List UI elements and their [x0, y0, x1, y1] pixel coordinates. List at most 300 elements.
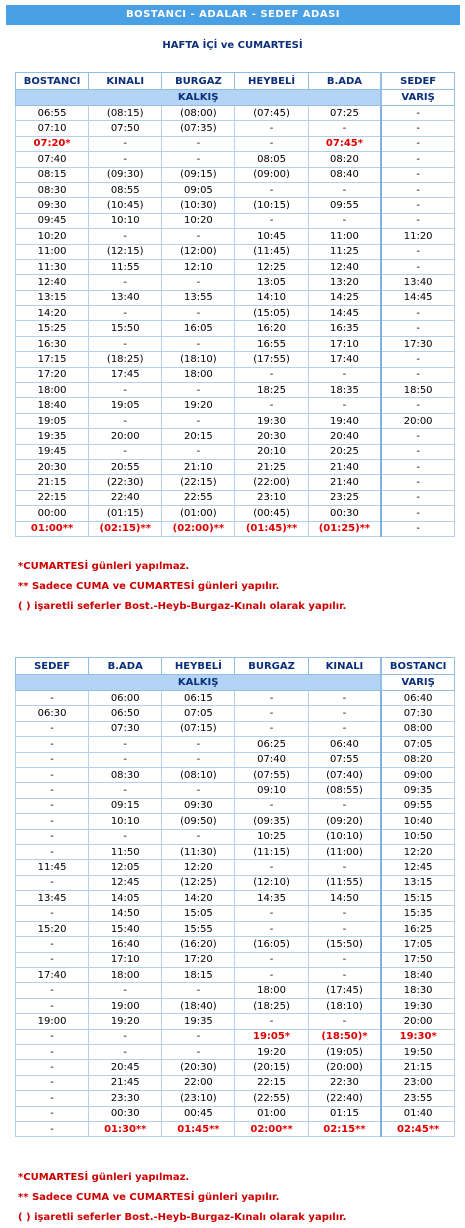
table-row	[16, 229, 455, 244]
time-cell: (07:55)	[235, 767, 308, 782]
time-cell: 00:30	[308, 506, 381, 521]
time-cell: 15:05	[162, 906, 235, 921]
time-cell: (00:45)	[235, 506, 308, 521]
time-cell: -	[162, 783, 235, 798]
time-cell: 21:15	[16, 475, 89, 490]
time-cell: -	[381, 106, 454, 121]
time-cell: 17:15	[16, 352, 89, 367]
time-cell: -	[308, 367, 381, 382]
time-cell: -	[89, 1044, 162, 1059]
table-row	[16, 706, 455, 721]
time-cell: 07:40	[235, 752, 308, 767]
time-cell: (08:15)	[89, 106, 162, 121]
footnote: ** Sadece CUMA ve CUMARTESİ günleri yapılır.	[18, 581, 280, 592]
time-cell: 06:25	[235, 737, 308, 752]
time-cell: (01:00)	[162, 506, 235, 521]
time-cell: (17:45)	[308, 983, 381, 998]
table-row	[16, 367, 455, 382]
time-cell: 14:25	[308, 290, 381, 305]
time-cell: 08:40	[308, 167, 381, 182]
time-cell: -	[235, 860, 308, 875]
time-cell: -	[16, 1106, 89, 1121]
time-cell: 19:05*	[235, 1029, 308, 1044]
time-cell: (08:10)	[162, 767, 235, 782]
table-row	[16, 998, 455, 1013]
time-cell: (07:40)	[308, 767, 381, 782]
time-cell: -	[16, 1091, 89, 1106]
time-cell: 14:45	[308, 306, 381, 321]
time-cell: (11:30)	[162, 844, 235, 859]
column-header: BURGAZ	[235, 658, 308, 675]
time-cell: -	[162, 1044, 235, 1059]
time-cell: 10:10	[89, 814, 162, 829]
time-cell: -	[89, 737, 162, 752]
time-cell: 22:00	[162, 1075, 235, 1090]
table-row	[16, 444, 455, 459]
time-cell: (12:00)	[162, 244, 235, 259]
time-cell: (22:30)	[89, 475, 162, 490]
time-cell: 19:50	[381, 1044, 454, 1059]
time-cell: 13:15	[16, 290, 89, 305]
header-row	[16, 658, 455, 675]
table-row	[16, 259, 455, 274]
time-cell: 07:10	[16, 121, 89, 136]
time-cell: -	[381, 475, 454, 490]
time-cell: 20:15	[162, 429, 235, 444]
time-cell: 14:10	[235, 290, 308, 305]
time-cell: (18:50)*	[308, 1029, 381, 1044]
time-cell: (08:00)	[162, 106, 235, 121]
time-cell: -	[381, 444, 454, 459]
time-cell: 10:25	[235, 829, 308, 844]
time-cell: 19:40	[308, 413, 381, 428]
table-row	[16, 336, 455, 351]
time-cell: -	[162, 444, 235, 459]
time-cell: 18:00	[235, 983, 308, 998]
time-cell: -	[235, 721, 308, 736]
time-cell: 23:10	[235, 490, 308, 505]
time-cell: 06:50	[89, 706, 162, 721]
direction-row	[16, 90, 455, 106]
time-cell: 21:40	[308, 475, 381, 490]
time-cell: 10:50	[381, 829, 454, 844]
time-cell: 21:40	[308, 459, 381, 474]
time-cell: (12:25)	[162, 875, 235, 890]
time-cell: 07:05	[162, 706, 235, 721]
column-header: BURGAZ	[162, 73, 235, 90]
table-row	[16, 783, 455, 798]
time-cell: 08:15	[16, 167, 89, 182]
table-row	[16, 398, 455, 413]
time-cell: 01:00**	[16, 521, 89, 536]
time-cell: 14:45	[381, 290, 454, 305]
time-cell: 13:05	[235, 275, 308, 290]
time-cell: (10:10)	[308, 829, 381, 844]
table-row	[16, 1044, 455, 1059]
time-cell: -	[381, 182, 454, 197]
time-cell: 09:45	[16, 213, 89, 228]
time-cell: (08:55)	[308, 783, 381, 798]
time-cell: -	[162, 983, 235, 998]
time-cell: 11:50	[89, 844, 162, 859]
table-row	[16, 290, 455, 305]
time-cell: 01:15	[308, 1106, 381, 1121]
table-row	[16, 429, 455, 444]
table-row	[16, 1014, 455, 1029]
time-cell: 08:20	[308, 152, 381, 167]
time-cell: 17:20	[162, 952, 235, 967]
time-cell: 14:50	[89, 906, 162, 921]
table-row	[16, 182, 455, 197]
time-cell: 17:50	[381, 952, 454, 967]
time-cell: 16:25	[381, 921, 454, 936]
time-cell: (10:15)	[235, 198, 308, 213]
time-cell: 07:25	[308, 106, 381, 121]
time-cell: 20:40	[308, 429, 381, 444]
time-cell: -	[162, 413, 235, 428]
time-cell: -	[381, 259, 454, 274]
column-header: BOSTANCI	[381, 658, 454, 675]
table-row	[16, 490, 455, 505]
time-cell: -	[89, 229, 162, 244]
time-cell: 09:00	[381, 767, 454, 782]
time-cell: 17:20	[16, 367, 89, 382]
time-cell: 00:30	[89, 1106, 162, 1121]
header-row	[16, 73, 455, 90]
time-cell: 11:30	[16, 259, 89, 274]
table-row	[16, 136, 455, 151]
time-cell: 06:40	[308, 737, 381, 752]
table-row	[16, 814, 455, 829]
time-cell: 07:05	[381, 737, 454, 752]
time-cell: 10:10	[89, 213, 162, 228]
time-cell: 19:05	[16, 413, 89, 428]
time-cell: 15:55	[162, 921, 235, 936]
column-header: HEYBELİ	[235, 73, 308, 90]
time-cell: -	[16, 1121, 89, 1136]
time-cell: 15:35	[381, 906, 454, 921]
time-cell: 08:30	[16, 182, 89, 197]
time-cell: (09:35)	[235, 814, 308, 829]
time-cell: (15:05)	[235, 306, 308, 321]
time-cell: 23:25	[308, 490, 381, 505]
time-cell: (22:55)	[235, 1091, 308, 1106]
time-cell: 20:00	[381, 413, 454, 428]
time-cell: (09:30)	[89, 167, 162, 182]
time-cell: 19:30*	[381, 1029, 454, 1044]
time-cell: -	[308, 860, 381, 875]
time-cell: -	[16, 998, 89, 1013]
time-cell: 17:10	[308, 336, 381, 351]
time-cell: -	[308, 182, 381, 197]
time-cell: -	[16, 1029, 89, 1044]
time-cell: (15:50)	[308, 937, 381, 952]
time-cell: -	[162, 275, 235, 290]
time-cell: 11:00	[308, 229, 381, 244]
time-cell: -	[16, 737, 89, 752]
time-cell: 06:00	[89, 691, 162, 706]
time-cell: (11:55)	[308, 875, 381, 890]
time-cell: -	[381, 198, 454, 213]
time-cell: 13:55	[162, 290, 235, 305]
time-cell: 18:40	[16, 398, 89, 413]
time-cell: -	[162, 306, 235, 321]
column-header: SEDEF	[16, 658, 89, 675]
time-cell: -	[89, 306, 162, 321]
table-row	[16, 968, 455, 983]
time-cell: 18:15	[162, 968, 235, 983]
time-cell: 13:20	[308, 275, 381, 290]
time-cell: (22:40)	[308, 1091, 381, 1106]
time-cell: 21:25	[235, 459, 308, 474]
time-cell: 01:40	[381, 1106, 454, 1121]
departure-label: KALKIŞ	[16, 90, 382, 106]
time-cell: -	[381, 121, 454, 136]
time-cell: (18:10)	[308, 998, 381, 1013]
table-row	[16, 475, 455, 490]
time-cell: 11:55	[89, 259, 162, 274]
time-cell: 15:20	[16, 921, 89, 936]
time-cell: (18:10)	[162, 352, 235, 367]
time-cell: (09:20)	[308, 814, 381, 829]
time-cell: (20:00)	[308, 1060, 381, 1075]
time-cell: -	[16, 844, 89, 859]
time-cell: 16:20	[235, 321, 308, 336]
time-cell: 08:55	[89, 182, 162, 197]
time-cell: -	[16, 1060, 89, 1075]
time-cell: 06:15	[162, 691, 235, 706]
time-cell: 19:35	[162, 1014, 235, 1029]
direction-row	[16, 675, 455, 691]
time-cell: -	[235, 367, 308, 382]
time-cell: 21:45	[89, 1075, 162, 1090]
time-cell: -	[16, 798, 89, 813]
time-cell: -	[381, 521, 454, 536]
table-row	[16, 459, 455, 474]
time-cell: 19:05	[89, 398, 162, 413]
time-cell: (11:45)	[235, 244, 308, 259]
table-row	[16, 106, 455, 121]
time-cell: -	[235, 968, 308, 983]
time-cell: 08:30	[89, 767, 162, 782]
time-cell: 12:20	[162, 860, 235, 875]
time-cell: 17:40	[16, 968, 89, 983]
time-cell: -	[16, 829, 89, 844]
time-cell: (09:15)	[162, 167, 235, 182]
time-cell: (10:45)	[89, 198, 162, 213]
time-cell: -	[235, 121, 308, 136]
time-cell: 19:00	[89, 998, 162, 1013]
time-cell: -	[16, 783, 89, 798]
time-cell: 10:45	[235, 229, 308, 244]
time-cell: -	[381, 459, 454, 474]
time-cell: 19:35	[16, 429, 89, 444]
time-cell: 20:00	[381, 1014, 454, 1029]
time-cell: -	[162, 229, 235, 244]
time-cell: -	[89, 383, 162, 398]
time-cell: -	[308, 1014, 381, 1029]
time-cell: 19:30	[381, 998, 454, 1013]
time-cell: -	[235, 213, 308, 228]
time-cell: -	[381, 306, 454, 321]
time-cell: 13:40	[381, 275, 454, 290]
table-row	[16, 352, 455, 367]
time-cell: 09:55	[381, 798, 454, 813]
time-cell: 13:45	[16, 891, 89, 906]
time-cell: 19:20	[89, 1014, 162, 1029]
time-cell: 18:00	[162, 367, 235, 382]
time-cell: -	[89, 1029, 162, 1044]
time-cell: -	[162, 829, 235, 844]
time-cell: -	[89, 336, 162, 351]
time-cell: (01:25)**	[308, 521, 381, 536]
column-header: SEDEF	[381, 73, 454, 90]
time-cell: (07:45)	[235, 106, 308, 121]
column-header: KINALI	[89, 73, 162, 90]
time-cell: 21:10	[162, 459, 235, 474]
time-cell: 07:30	[89, 721, 162, 736]
table-row	[16, 737, 455, 752]
time-cell: (12:10)	[235, 875, 308, 890]
time-cell: -	[308, 968, 381, 983]
time-cell: -	[89, 783, 162, 798]
time-cell: -	[16, 752, 89, 767]
time-cell: 08:20	[381, 752, 454, 767]
time-cell: (22:15)	[162, 475, 235, 490]
time-cell: -	[89, 413, 162, 428]
time-cell: -	[381, 136, 454, 151]
time-cell: 14:20	[16, 306, 89, 321]
time-cell: -	[162, 737, 235, 752]
time-cell: 18:30	[381, 983, 454, 998]
time-cell: 09:10	[235, 783, 308, 798]
time-cell: 19:30	[235, 413, 308, 428]
time-cell: 22:55	[162, 490, 235, 505]
time-cell: 18:00	[16, 383, 89, 398]
table-row	[16, 906, 455, 921]
time-cell: (18:25)	[89, 352, 162, 367]
time-cell: 20:00	[89, 429, 162, 444]
table-row	[16, 213, 455, 228]
time-cell: (01:45)**	[235, 521, 308, 536]
time-cell: 09:35	[381, 783, 454, 798]
time-cell: -	[308, 721, 381, 736]
time-cell: -	[16, 1075, 89, 1090]
time-cell: 17:30	[381, 336, 454, 351]
footnote: ( ) işaretli seferler Bost.-Heyb-Burgaz-Kınalı olarak yapılır.	[18, 601, 347, 612]
time-cell: 12:25	[235, 259, 308, 274]
time-cell: (16:20)	[162, 937, 235, 952]
time-cell: -	[308, 691, 381, 706]
column-header: B.ADA	[89, 658, 162, 675]
footnote: *CUMARTESİ günleri yapılmaz.	[18, 561, 190, 572]
time-cell: 01:30**	[89, 1121, 162, 1136]
footnote: ( ) işaretli seferler Bost.-Heyb-Burgaz-Kınalı olarak yapılır.	[18, 1212, 347, 1223]
time-cell: 07:55	[308, 752, 381, 767]
time-cell: 06:30	[16, 706, 89, 721]
table-row	[16, 937, 455, 952]
time-cell: -	[162, 383, 235, 398]
time-cell: -	[162, 752, 235, 767]
table-row	[16, 952, 455, 967]
time-cell: 12:05	[89, 860, 162, 875]
time-cell: 17:05	[381, 937, 454, 952]
time-cell: (18:40)	[162, 998, 235, 1013]
time-cell: (12:15)	[89, 244, 162, 259]
table-row	[16, 875, 455, 890]
time-cell: 18:35	[308, 383, 381, 398]
time-cell: 18:00	[89, 968, 162, 983]
time-cell: 07:45*	[308, 136, 381, 151]
time-cell: 01:00	[235, 1106, 308, 1121]
footnote: *CUMARTESİ günleri yapılmaz.	[18, 1172, 190, 1183]
time-cell: (02:00)**	[162, 521, 235, 536]
table-row	[16, 383, 455, 398]
time-cell: 07:20*	[16, 136, 89, 151]
time-cell: 14:20	[162, 891, 235, 906]
time-cell: -	[308, 121, 381, 136]
table-row	[16, 413, 455, 428]
time-cell: -	[235, 1014, 308, 1029]
table-row	[16, 521, 455, 536]
time-cell: 20:25	[308, 444, 381, 459]
arrival-label: VARIŞ	[381, 675, 454, 691]
time-cell: -	[308, 906, 381, 921]
time-cell: 16:40	[89, 937, 162, 952]
time-cell: -	[89, 829, 162, 844]
time-cell: 14:50	[308, 891, 381, 906]
time-cell: 23:30	[89, 1091, 162, 1106]
time-cell: -	[308, 706, 381, 721]
time-cell: 07:50	[89, 121, 162, 136]
outbound-notes	[18, 557, 458, 617]
time-cell: -	[308, 213, 381, 228]
time-cell: 01:45**	[162, 1121, 235, 1136]
time-cell: -	[162, 336, 235, 351]
time-cell: 12:45	[381, 860, 454, 875]
table-row	[16, 152, 455, 167]
time-cell: 12:45	[89, 875, 162, 890]
time-cell: 15:25	[16, 321, 89, 336]
time-cell: -	[308, 952, 381, 967]
table-row	[16, 1121, 455, 1136]
time-cell: 09:30	[162, 798, 235, 813]
time-cell: -	[308, 798, 381, 813]
time-cell: 09:30	[16, 198, 89, 213]
time-cell: 06:55	[16, 106, 89, 121]
time-cell: 17:10	[89, 952, 162, 967]
time-cell: -	[235, 182, 308, 197]
time-cell: (23:10)	[162, 1091, 235, 1106]
table-row	[16, 691, 455, 706]
time-cell: -	[16, 767, 89, 782]
time-cell: 00:45	[162, 1106, 235, 1121]
time-cell: 15:50	[89, 321, 162, 336]
time-cell: -	[381, 213, 454, 228]
time-cell: (07:35)	[162, 121, 235, 136]
time-cell: -	[235, 798, 308, 813]
time-cell: (09:50)	[162, 814, 235, 829]
time-cell: -	[162, 152, 235, 167]
schedule-subtitle: HAFTA İÇİ ve CUMARTESİ	[162, 40, 303, 51]
time-cell: 07:40	[16, 152, 89, 167]
time-cell: (11:15)	[235, 844, 308, 859]
time-cell: 17:45	[89, 367, 162, 382]
time-cell: 10:20	[16, 229, 89, 244]
table-row	[16, 198, 455, 213]
time-cell: (02:15)**	[89, 521, 162, 536]
footnote: ** Sadece CUMA ve CUMARTESİ günleri yapılır.	[18, 1192, 280, 1203]
